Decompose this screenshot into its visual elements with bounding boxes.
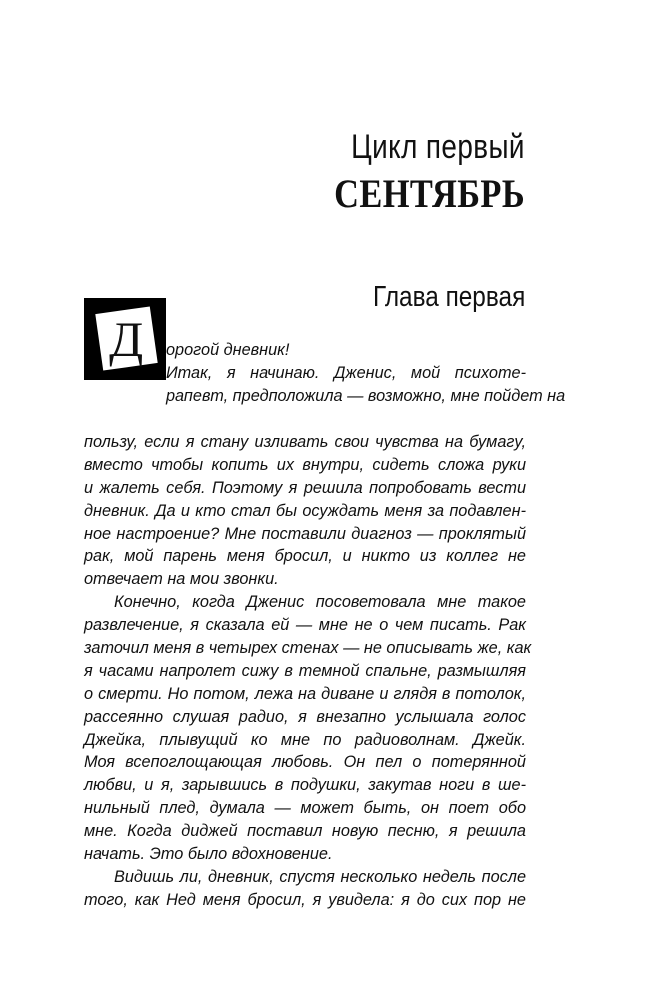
text-line: того, как Нед меня бросил, я увидела: я до сих пор не — [84, 890, 526, 909]
text-line: мне. Когда диджей поставил новую песню, я решила — [84, 822, 526, 841]
dropcap-frame — [95, 306, 157, 370]
text-line: Конечно, когда Дженис посоветовала мне такое — [114, 593, 526, 612]
text-line: ное настроение? Мне поставили диагноз — проклятый — [84, 524, 526, 543]
text-line: вместо чтобы копить их внутри, сидеть сложа руки — [84, 455, 526, 474]
text-line: заточил меня в четырех стенах — не описывать же, как — [84, 639, 532, 658]
text-line: орогой дневник! — [166, 341, 290, 359]
text-line: Джейка, плывущий ко мне по радиоволнам. Джейк. — [84, 730, 526, 749]
text-line: любви, и я, зарывшись в подушки, закутав ноги в ше- — [84, 776, 526, 795]
text-line: Итак, я начинаю. Дженис, мой психоте- — [166, 363, 526, 382]
cycle-name: СЕНТЯБРЬ — [334, 171, 525, 216]
text-line: развлечение, я сказала ей — мне не о чем писать. Рак — [84, 616, 526, 635]
text-line: рак, мой парень меня бросил, и никто из коллег не — [84, 547, 526, 566]
text-line: я часами напролет сижу в темной спальне, размышляя — [84, 661, 526, 680]
dropcap-letter: Д — [109, 310, 144, 367]
text-line: нильный плед, думала — может быть, он поет обо — [84, 799, 526, 818]
text-line: рассеянно слушая радио, я внезапно услышала голос — [84, 707, 526, 726]
text-line: Моя всепоглощающая любовь. Он пел о потерянной — [84, 753, 526, 772]
body-text-first-lines — [166, 339, 566, 408]
text-line: рапевт, предположила — возможно, мне пойдет на — [166, 386, 566, 405]
text-line: пользу, если я стану изливать свои чувства на бумагу, — [84, 433, 526, 451]
text-line: Видишь ли, дневник, спустя несколько недель после — [114, 867, 526, 886]
cycle-title: Цикл первый — [351, 128, 525, 166]
chapter-title: Глава первая — [372, 281, 525, 313]
dropcap — [84, 298, 166, 380]
text-line: начать. Это было вдохновение. — [84, 845, 333, 864]
body-text — [84, 431, 532, 912]
text-line: дневник. Да и кто стал бы осуждать меня за подавлен- — [84, 501, 526, 520]
text-line: о смерти. Но потом, лежа на диване и глядя в потолок, — [84, 684, 526, 703]
text-line: отвечает на мои звонки. — [84, 570, 279, 589]
text-line: и жалеть себя. Поэтому я решила попробовать вести — [84, 478, 526, 497]
